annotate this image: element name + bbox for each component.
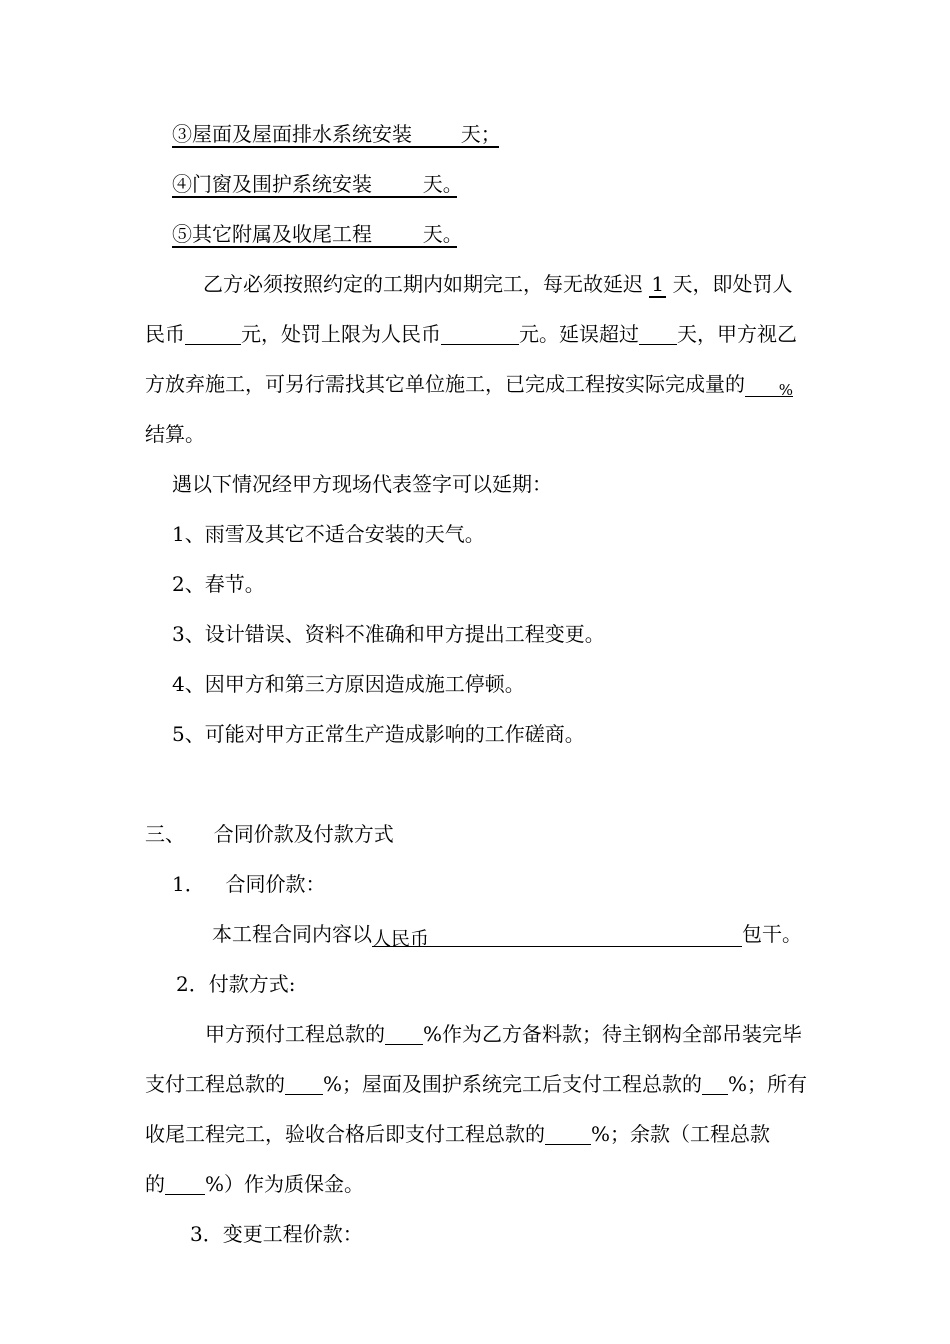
delay-line-3 (145, 372, 793, 397)
delay-text-1b: 天，即处罚人 (672, 272, 793, 296)
delay-days-value: 1 (651, 272, 665, 296)
payment-text-1a: 甲方预付工程总款的 (205, 1022, 385, 1046)
extension-item-text: 5、可能对甲方正常生产造成影响的工作磋商。 (172, 722, 585, 746)
schedule-item-3 (172, 122, 499, 148)
schedule-item-5-unit: 天。 (422, 222, 463, 246)
extension-item-text: 4、因甲方和第三方原因造成施工停顿。 (172, 672, 525, 696)
contract-price-number: 1． (172, 872, 205, 896)
retention-pct-blank[interactable] (165, 1174, 205, 1195)
delay-text-1: 乙方必须按照约定的工期内如期完工，每无故延迟 (203, 272, 643, 296)
prepay-pct-blank[interactable] (385, 1024, 423, 1045)
payment-text-4a: 的 (145, 1172, 165, 1196)
section-3-number: 三、 (145, 822, 185, 846)
extension-intro-text: 遇以下情况经甲方现场代表签字可以延期： (172, 472, 552, 496)
payment-line-1 (205, 1022, 802, 1046)
delay-text-2a: 民币 (145, 322, 185, 346)
delay-text-3a: 方放弃施工，可另行需找其它单位施工，已完成工程按实际完成量的 (145, 372, 745, 396)
contract-price-title: 合同价款： (225, 872, 326, 896)
payment-text-2b: %；屋面及围护系统完工后支付工程总款的 (323, 1072, 703, 1096)
payment-method-heading (176, 972, 295, 996)
section-3-title: 合同价款及付款方式 (213, 822, 394, 846)
schedule-item-3-unit: 天； (460, 122, 501, 146)
schedule-item-4-unit: 天。 (422, 172, 463, 196)
contract-amount-blank[interactable] (372, 926, 742, 950)
delay-text-2b: 元，处罚上限为人民币 (241, 322, 441, 346)
payment-line-3 (145, 1122, 770, 1146)
contract-price-heading (172, 872, 325, 896)
schedule-item-5 (172, 222, 463, 248)
completion-pct-sign: % (778, 381, 793, 399)
payment-line-4 (145, 1172, 364, 1196)
delay-line-1 (203, 272, 792, 296)
section-3-heading (145, 822, 394, 846)
payment-method-title: 2．付款方式: (176, 972, 296, 996)
payment-text-4b: %）作为质保金。 (205, 1172, 365, 1196)
completion-pct-blank[interactable] (745, 376, 793, 397)
delay-text-4: 结算。 (145, 422, 205, 446)
extension-item-4 (172, 672, 525, 696)
delay-line-4 (145, 422, 205, 446)
payment-text-3b: %；余款（工程总款 (591, 1122, 771, 1146)
delay-days-blank[interactable] (639, 324, 677, 345)
schedule-item-3-label: ③屋面及屋面排水系统安装 (172, 122, 412, 146)
penalty-amount-blank[interactable] (185, 324, 241, 345)
roof-pct-blank[interactable] (702, 1074, 728, 1095)
acceptance-pct-blank[interactable] (545, 1124, 591, 1145)
change-price-heading (190, 1222, 363, 1246)
change-price-title: 3．变更工程价款： (190, 1222, 363, 1246)
price-text-c: 包干。 (742, 922, 802, 946)
extension-intro (172, 472, 552, 496)
delay-line-2 (145, 322, 797, 346)
schedule-item-4 (172, 172, 463, 198)
penalty-cap-blank[interactable] (441, 324, 519, 345)
extension-item-1 (172, 522, 485, 546)
payment-line-2 (145, 1072, 807, 1096)
extension-item-text: 2、春节。 (172, 572, 265, 596)
extension-item-text: 1、雨雪及其它不适合安装的天气。 (172, 522, 485, 546)
contract-price-line (212, 922, 802, 950)
payment-text-1b: %作为乙方备料款；待主钢构全部吊装完毕 (423, 1022, 803, 1046)
schedule-item-5-label: ⑤其它附属及收尾工程 (172, 222, 372, 246)
payment-text-2c: %；所有 (728, 1072, 808, 1096)
schedule-item-4-label: ④门窗及围护系统安装 (172, 172, 372, 196)
price-text-a: 本工程合同内容以 (212, 922, 372, 946)
delay-text-2d: 天，甲方视乙 (677, 322, 797, 346)
extension-item-5 (172, 722, 585, 746)
extension-item-text: 3、设计错误、资料不准确和甲方提出工程变更。 (172, 622, 605, 646)
extension-item-2 (172, 572, 265, 596)
price-currency: 人民币 (372, 928, 430, 950)
steel-pct-blank[interactable] (285, 1074, 323, 1095)
payment-text-2a: 支付工程总款的 (145, 1072, 285, 1096)
delay-text-2c: 元。延误超过 (519, 322, 639, 346)
payment-text-3a: 收尾工程完工，验收合格后即支付工程总款的 (145, 1122, 545, 1146)
extension-item-3 (172, 622, 605, 646)
